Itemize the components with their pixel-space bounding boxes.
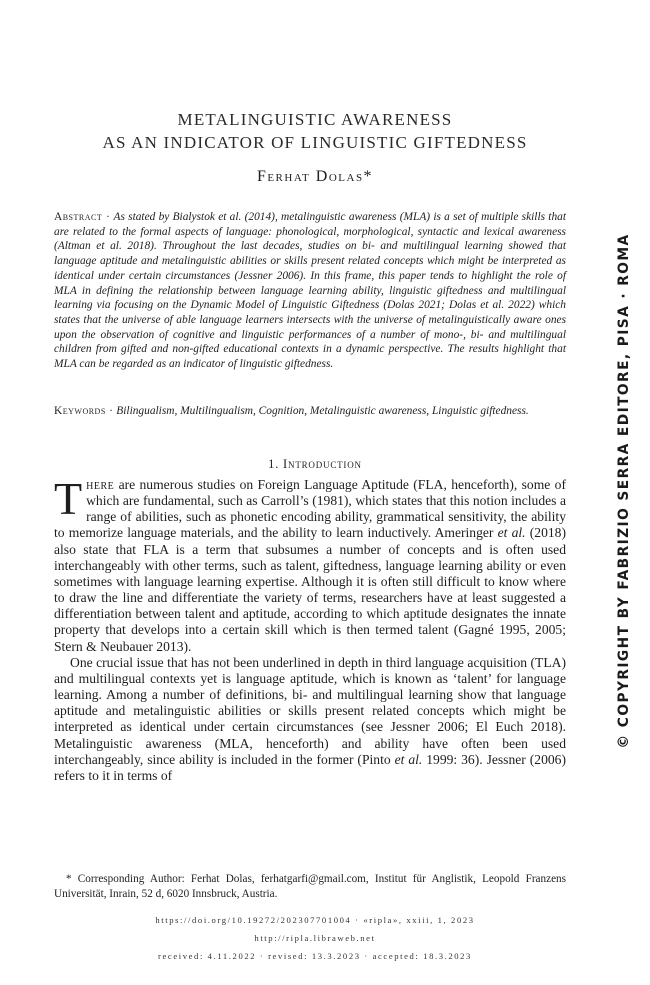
keywords [54, 404, 566, 419]
paragraph-1-text-a: are numerous studies on Foreign Language Aptitude (FLA, henceforth), some of which are fundamental, such as Carroll’s (1981), which states that this notion includes a range of abilities, such as phonetic encoding ability, grammatical sensitivity, the ability to memorize language materials, and the ability to learn inductively. Ameringer [54, 477, 566, 541]
title-line-2: AS AN INDICATOR OF LINGUISTIC GIFTEDNESS [102, 133, 528, 152]
paragraph-2-text-a: One crucial issue that has not been underlined in depth in third language acquisition (TLA) and multilingual contexts yet is language aptitude, which is known as ‘talent’ for language learning. Among a number of definitions, bi- and multilingual learning show that language aptitude and metalinguistic abilities or skills present related concepts which might be interpreted as identical under certain circumstances (see Jessner 2006; El Euch 2018). Metalinguistic awareness (MLA, henceforth) and ability have often been used interchangeably, since ability is included in the former (Pinto [54, 654, 566, 767]
side-copyright [613, 232, 635, 751]
keywords-label: Keywords · [54, 405, 114, 417]
paper-title [40, 108, 590, 154]
body-text [54, 473, 567, 784]
paragraph-2-text-b: 1999: 36). Jessner (2006) refers to it in terms of [54, 751, 566, 783]
drop-cap: T [54, 473, 83, 524]
keywords-text: Bilingualism, Multilingualism, Cognition, Metalinguistic awareness, Linguistic giftedness. [116, 405, 529, 417]
footer-url: http://ripla.libraweb.net [254, 933, 376, 943]
abstract [54, 210, 566, 372]
footer-dates: received: 4.11.2022 · revised: 13.3.2023 · accepted: 18.3.2023 [158, 951, 472, 961]
section-heading: 1. Introduction [268, 457, 362, 471]
footer-doi: https://doi.org/10.19272/202307701004 · «ripla», xxiii, 1, 2023 [155, 915, 475, 925]
paragraph-2-etal: et al. [394, 751, 423, 767]
paragraph-1-text-b: (2018) also state that FLA is a term that subsumes a number of concepts and is often used interchangeably with other terms, such as talent, giftedness, language learning ability or even sometimes with language learning expertise. Although it is often still difficult to know where to draw the line and differentiate the variety of terms, researchers have at least suggested a differentiation between talent and aptitude, according to which aptitude designates the innate property that develops into a certain skill which is then termed talent (Gagné 1995, 2005; Stern & Neubauer 2013). [54, 525, 567, 654]
author-name: Ferhat Dolas* [256, 168, 374, 185]
opening-word: here [86, 477, 115, 492]
paragraph-1-etal: et al. [497, 525, 526, 541]
paragraph-2 [54, 655, 566, 784]
paragraph-1 [54, 473, 567, 655]
copyright-text: © COPYRIGHT BY FABRIZIO SERRA EDITORE, PISA · ROMA [616, 233, 632, 749]
abstract-label: Abstract · [54, 211, 111, 223]
footnote: * Corresponding Author: Ferhat Dolas, ferhatgarfi@gmail.com, Institut für Anglistik, Leopold Franzens Universität, Inrain, 52 d, 6020 Innsbruck, Austria. [54, 873, 566, 900]
title-line-1: METALINGUISTIC AWARENESS [177, 110, 453, 129]
abstract-text: As stated by Bialystok et al. (2014), metalinguistic awareness (MLA) is a set of multiple skills that are related to the formal aspects of language: phonological, morphological, syntactic and lexical awareness (Altman et al. 2018). Throughout the last decades, studies on bi- and multilingual learning showed that language aptitude and metalinguistic abilities or skills present related concepts which might be interpreted as identical under certain circumstances (Jessner 2006). In this frame, this paper tends to highlight the role of MLA in defining the relationship between language learning ability, linguistic giftedness and multilingual learning via focusing on the Dynamic Model of Linguistic Giftedness (Dolas 2021; Dolas et al. 2022) which states that the universe of able language learners intersects with the universe of metalinguistically aware ones upon the observation of cognitive and linguistic performances of a number of mono-, bi- and multilingual children from gifted and non-gifted educational contexts in a dynamic perspective. The results highlight that MLA can be regarded as an indicator of linguistic giftedness. [54, 211, 567, 371]
